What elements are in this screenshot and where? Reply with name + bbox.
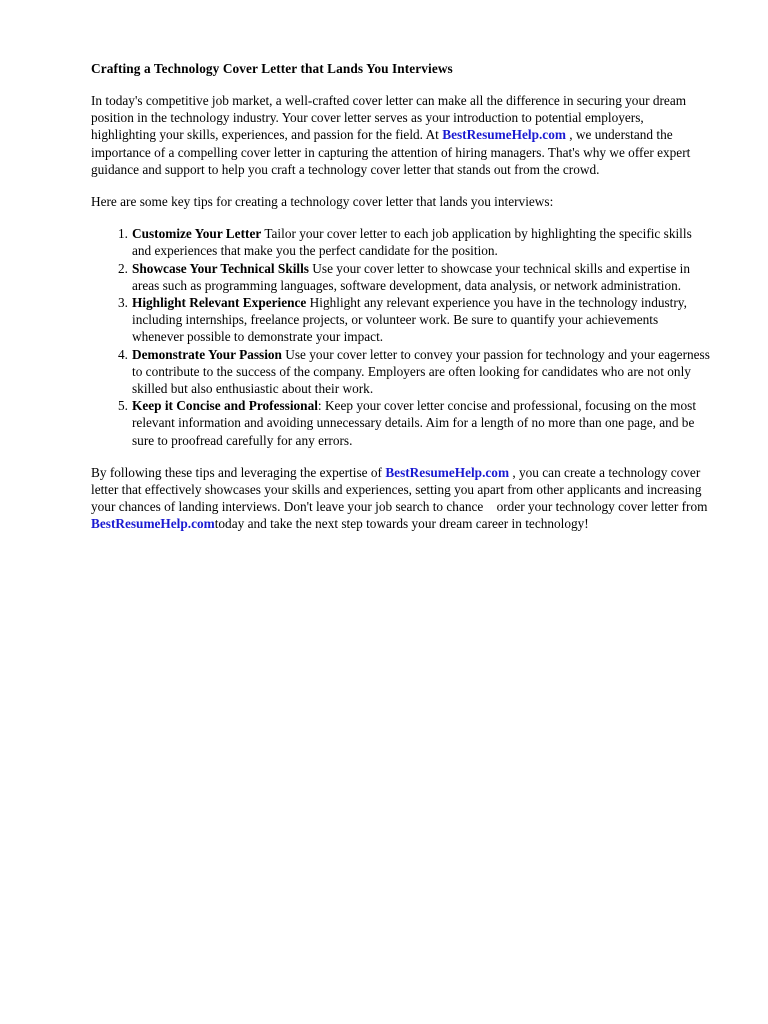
list-item	[132, 397, 710, 449]
brand-link[interactable]: BestResumeHelp.com	[442, 127, 566, 143]
list-item	[132, 294, 710, 346]
tip-body-text: Use your cover letter to showcase your technical skills and expertise in areas such as programming languages, software development, data analysis, or network administration.	[132, 260, 691, 293]
brand-link[interactable]: BestResumeHelp.com	[91, 516, 215, 532]
closing-text-segment-4: today and take the next step towards your dream career in technology!	[214, 516, 589, 532]
tip-lead-label: Demonstrate Your Passion	[132, 346, 282, 362]
closing-text-segment-2: , you can create a technology cover letter that effectively showcases your skills and experiences, setting you apart from other applicants and increasing your chances of landing interviews. Don't leave your job search to chance	[91, 464, 702, 515]
intro-paragraph	[91, 92, 710, 178]
intro-text-after-link: , we understand the importance of a compelling cover letter in capturing the attention of hiring managers. That's why we offer expert guidance and support to help you craft a technology cover letter that stands out from the crowd.	[91, 127, 691, 177]
intro-text-before-link: In today's competitive job market, a well-crafted cover letter can make all the difference in securing your dream position in the technology industry. Your cover letter serves as your introduction to potential employers, highlighting your skills, experiences, and passion for the field. At	[91, 93, 687, 143]
closing-paragraph	[91, 464, 710, 533]
tips-list	[91, 225, 710, 449]
tip-lead-label: Customize Your Letter	[132, 226, 262, 242]
tip-lead-label: Highlight Relevant Experience	[132, 295, 307, 311]
closing-text-segment-1: By following these tips and leveraging the expertise of	[91, 464, 386, 480]
list-item	[132, 260, 710, 294]
list-item	[132, 346, 710, 398]
tip-body-text: Tailor your cover letter to each job application by highlighting the specific skills and experiences that make you the perfect candidate for the position.	[132, 226, 692, 259]
page-title: Crafting a Technology Cover Letter that Lands You Interviews	[91, 61, 453, 76]
tip-lead-label: Keep it Concise and Professional	[132, 398, 318, 414]
tip-lead-label: Showcase Your Technical Skills	[132, 260, 309, 276]
list-item	[132, 225, 710, 259]
closing-text-segment-3: order your technology cover letter from	[496, 499, 708, 515]
tip-body-text: : Keep your cover letter concise and professional, focusing on the most relevant information and avoiding unnecessary details. Aim for a length of no more than one page, and be sure to proofread carefully for any errors.	[132, 398, 697, 448]
tip-body-text: Use your cover letter to convey your passion for technology and your eagerness to contribute to the success of the company. Employers are often looking for candidates who are not only skilled but also enthusiastic about their work.	[132, 346, 710, 397]
brand-link[interactable]: BestResumeHelp.com	[385, 464, 510, 480]
missing-dash-gap	[483, 499, 496, 514]
list-intro-paragraph: Here are some key tips for creating a technology cover letter that lands you interviews:	[91, 194, 554, 210]
tip-body-text: Highlight any relevant experience you have in the technology industry, including internships, freelance projects, or volunteer work. Be sure to quantify your achievements whenever possible to demonstrate your impact.	[132, 295, 687, 345]
